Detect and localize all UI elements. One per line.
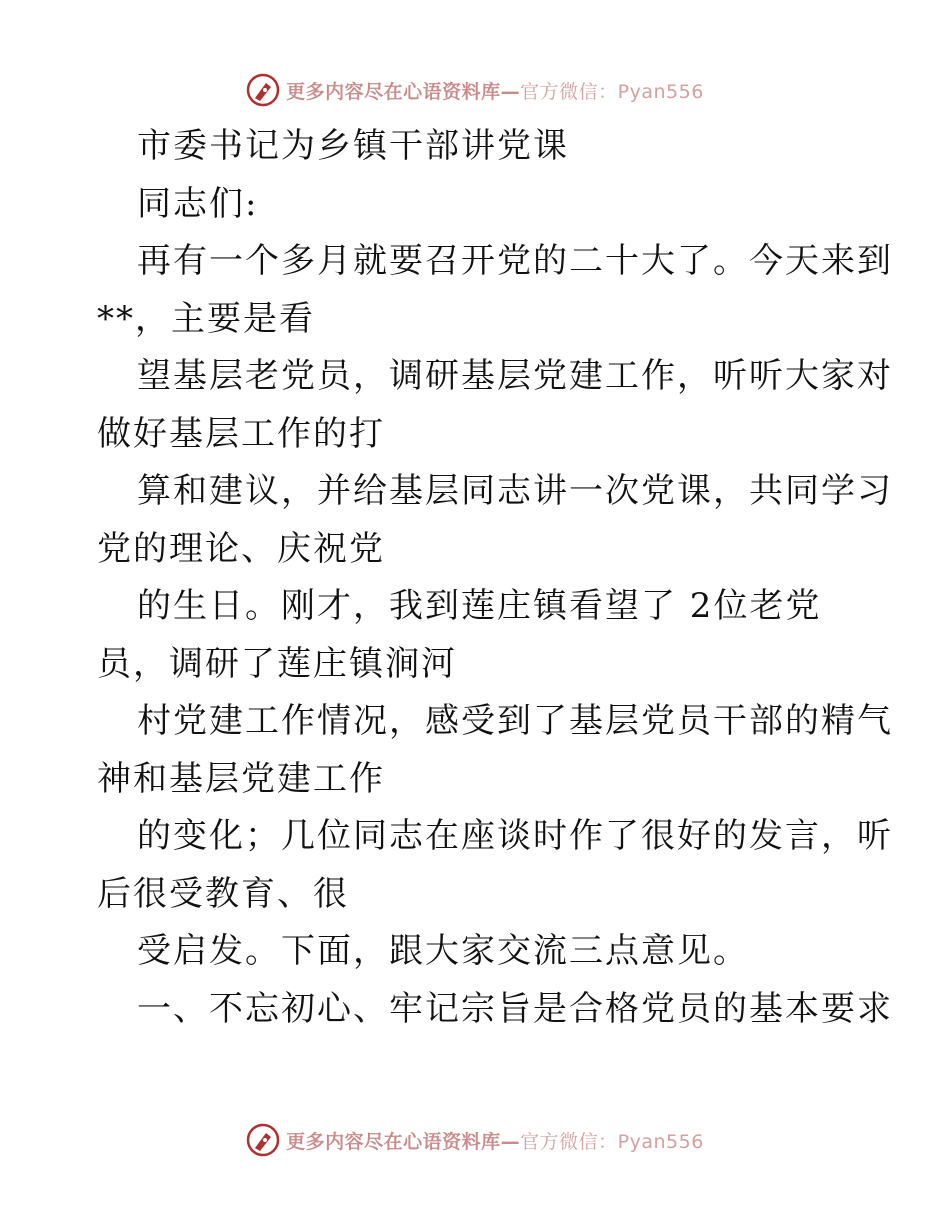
text-line: 的生日。刚才，我到莲庄镇看望了 2位老党 — [137, 586, 822, 626]
text-line: 望基层老党员，调研基层党建工作，听听大家对 — [137, 356, 893, 396]
text-line: 的变化；几位同志在座谈时作了很好的发言，听 — [137, 816, 893, 856]
pen-nib-logo-icon — [246, 73, 280, 107]
text-line: 一、不忘初心、牢记宗旨是合格党员的基本要求 — [137, 988, 893, 1029]
text-line: 同志们: — [137, 183, 259, 224]
text-line: 员，调研了莲庄镇涧河 — [97, 643, 457, 684]
banner-text: 更多内容尽在心语资料库—官方微信：Pyan556 — [286, 1130, 704, 1153]
banner-wechat: 官方微信：Pyan556 — [520, 80, 704, 103]
header-banner — [0, 70, 950, 110]
text-line: 村党建工作情况，感受到了基层党员干部的精气 — [137, 701, 893, 741]
footer-banner — [0, 1120, 950, 1160]
text-line: 受启发。下面，跟大家交流三点意见。 — [137, 931, 749, 971]
text-line: 党的理论、庆祝党 — [97, 528, 385, 569]
document-body — [97, 118, 893, 1038]
text-line: 后很受教育、很 — [97, 873, 349, 914]
text-line: 市委书记为乡镇干部讲党课 — [137, 126, 569, 166]
text-line: 神和基层党建工作 — [97, 758, 385, 799]
text-line: 再有一个多月就要召开党的二十大了。今天来到 — [137, 241, 893, 281]
text-line: 做好基层工作的打 — [97, 413, 385, 454]
pen-nib-logo-icon — [246, 1123, 280, 1157]
banner-wechat: 官方微信：Pyan556 — [520, 1130, 704, 1153]
text-line: 算和建议，并给基层同志讲一次党课，共同学习 — [137, 471, 893, 511]
banner-text: 更多内容尽在心语资料库—官方微信：Pyan556 — [286, 80, 704, 103]
text-line: **，主要是看 — [97, 298, 315, 339]
